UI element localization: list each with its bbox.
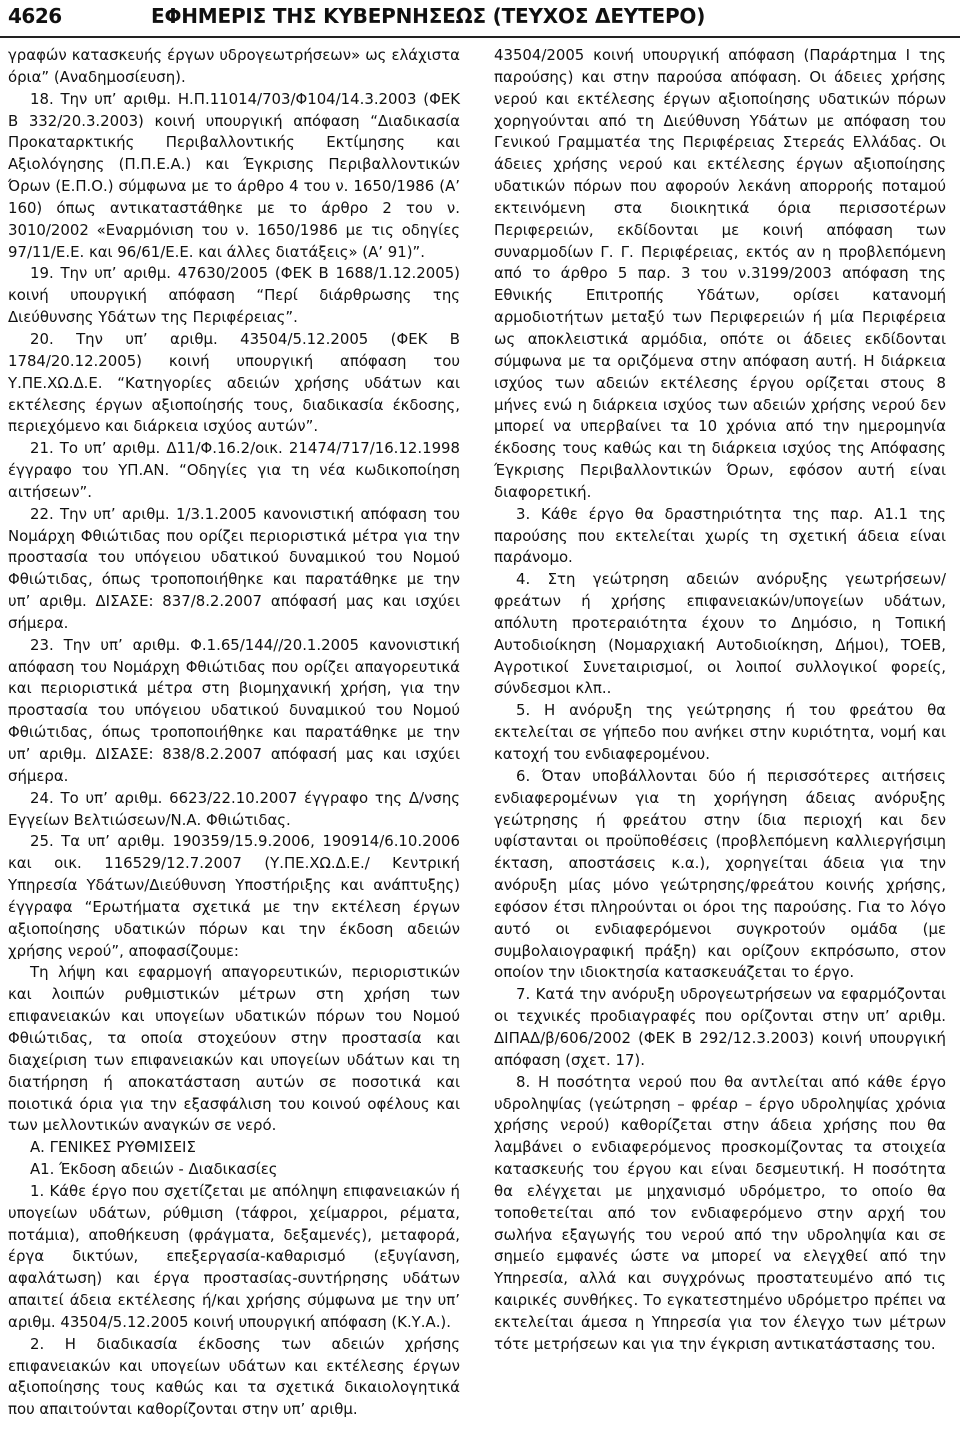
paragraph: 8. Η ποσότητα νερού που θα αντλείται από κάθε έργο υδροληψίας (γεώτρηση – φρέαρ – έργο υδροληψίας χρόνια χρήσης νερού) καθορίζεται στην άδεια χρήσης που θα λαμβάνει ο ενδιαφερόμενος προσκομίζοντας τα στοιχεία κατασκευής του έργου και είναι δεσμευτική. Η ποσότητα θα ελέγχεται με μηχανισμό υδρόμετρο, το οποίο θα τοποθετείται από τον ενδιαφερόμενο στην αρχή του σωλήνα εξαγωγής του νερού από την υδροληψία και σε σημείο εμφανές ώστε να μπορεί να ελεγχθεί από την Υπηρεσία, αλλά και συγχρόνως προστατευμένο από τις καιρικές συνθήκες. Το εγκατεστημένο υδρόμετρο πρέπει να εκτελείται άμεσα η Υπηρεσία για τον έλεγχο των μέτρων τότε μετρήσεων και για την έγκριση αντικατάστασης του. — [494, 1072, 946, 1353]
right-column — [494, 45, 946, 1356]
subsection-heading: Α1. Έκδοση αδειών - Διαδικασίες — [30, 1160, 278, 1179]
paragraph: 43504/2005 κοινή υπουργική απόφαση (Παράρτημα Ι της παρούσης) και στην παρούσα απόφαση. Οι άδειες χρήσης νερού και εκτέλεσης έργων αξιοποίησης υδατικών πόρων χορηγούνται από τη Διεύθυνση Υδάτων με απόφαση του Γενικού Γραμματέα της Περιφέρειας Στερεάς Ελλάδας. Οι άδειες χρήσης νερού και εκτέλεσης έργων αξιοποίησης υδατικών πόρων που αφορούν λεκάνη απορροής ποταμού εκτεινόμενη στα διοικητικά όρια περισσοτέρων Περιφερειών, εκδίδονται με κοινή απόφαση των συναρμοδίων Γ. Γ. Περιφέρειας, εκτός αν η προβλεπόμενη από το άρθρο 5 παρ. 3 του ν.3199/2003 απόφαση της Εθνικής Επιτροπής Υδάτων, ορίσει κατανομή αρμοδιοτήτων μεταξύ των Περιφερειών ή μία Περιφέρεια ως αποκλειστικά αρμόδια, οπότε οι άδειες εκδίδονται σύμφωνα με τα οριζόμενα στην απόφαση αυτή. Η διάρκεια ισχύος των αδειών εκτέλεσης έργου ορίζεται στους 8 μήνες ενώ η διάρκεια ισχύος των αδειών χρήσης νερού δεν μπορεί να υπερβαίνει τα 10 χρόνια από την ημερομηνία έκδοσης τους καθώς και τη διάρκεια ισχύος της Απόφασης Έγκρισης Περιβαλλοντικών Όρων, εφόσον αυτή είναι διαφορετική. — [494, 46, 946, 501]
paragraph: 18. Την υπ’ αριθμ. Η.Π.11014/703/Φ104/14.3.2003 (ΦΕΚ Β 332/20.3.2003) κοινή υπουργική απόφαση “Διαδικασία Προκαταρκτικής Περιβαλλοντικής Εκτίμησης και Αξιολόγησης (Π.Π.Ε.Α.) και Έγκρισης Περιβαλλοντικών Όρων (Ε.Π.Ο.) σύμφωνα με το άρθρο 4 του ν. 1650/1986 (Α’ 160) όπως αντικαταστάθηκε με το άρθρο 2 του ν. 3010/2002 «Εναρμόνιση του ν. 1650/1986 με τις οδηγίες 97/11/Ε.Ε. και 96/61/Ε.Ε. και άλλες διατάξεις» (Α’ 91)”. — [8, 89, 460, 261]
paragraph: Τη λήψη και εφαρμογή απαγορευτικών, περιοριστικών και λοιπών ρυθμιστικών μέτρων στη χρήση των επιφανειακών και υπογείων υδατικών πόρων του Νομού Φθιώτιδας, τα οποία στοχεύουν στην προστασία και διαχείριση των επιφανειακών και υπογείων υδάτων και τη διατήρηση ή αποκατάσταση αυτών σε ποσοτικά και ποιοτικά όρια για την εξασφάλιση του κοινού οφέλους και των μελλοντικών αναγκών σε νερό. — [8, 963, 460, 1135]
paragraph: γραφών κατασκευής έργων υδρογεωτρήσεων» ως ελάχιστα όρια” (Αναδημοσίευση). — [8, 46, 460, 86]
paragraph: 19. Την υπ’ αριθμ. 47630/2005 (ΦΕΚ Β 1688/1.12.2005) κοινή υπουργική απόφαση “Περί διάρθρωσης της Διεύθυνσης Υδάτων της Περιφέρειας”. — [8, 264, 460, 327]
paragraph: 1. Κάθε έργο που σχετίζεται με απόληψη επιφανειακών ή υπογείων υδάτων, ρύθμιση (τάφροι, χείμαρροι, ρέματα, ποτάμια), αποθήκευση (φράγματα, δεξαμενές), μεταφορά, έργα δικτύων, επεξεργασία-καθαρισμό (εξυγίανση, αφαλάτωση) και έργα προστασίας-συντήρησης υδάτων απαιτεί άδεια εκτέλεσης ή/και χρήσης σύμφωνα με την υπ’ αριθμ. 43504/5.12.2005 κοινή υπουργική απόφαση (Κ.Υ.Α.). — [8, 1181, 460, 1331]
paragraph: 25. Τα υπ’ αριθμ. 190359/15.9.2006, 190914/6.10.2006 και οικ. 116529/12.7.2007 (Υ.ΠΕ.ΧΩ.Δ.Ε./ Κεντρική Υπηρεσία Υδάτων/Διεύθυνση Υποστήριξης και ανάπτυξης) έγγραφα “Ερωτήματα σχετικά με την εκτέλεση έργων αξιοποίησης υδατικών πόρων και την έκδοση αδειών χρήσης νερού”, αποφασίζουμε: — [8, 832, 460, 960]
running-title: ΕΦΗΜΕΡΙΣ ΤΗΣ ΚΥΒΕΡΝΗΣΕΩΣ (ΤΕΥΧΟΣ ΔΕΥΤΕΡΟ) — [151, 4, 706, 28]
paragraph: 23. Την υπ’ αριθμ. Φ.1.65/144//20.1.2005 κανονιστική απόφαση του Νομάρχη Φθιώτιδας που ορίζει απαγορευτικά και περιοριστικά μέτρα στη βιομηχανική χρήση, για την προστασία του υπόγειου υδατικού δυναμικού του Νομού Φθιώτιδας, όπως τροποποιήθηκε και παρατάθηκε με την υπ’ αριθμ. ΔΙΣΑΣΕ: 838/8.2.2007 απόφασή μας και ισχύει σήμερα. — [8, 635, 460, 785]
paragraph: 20. Την υπ’ αριθμ. 43504/5.12.2005 (ΦΕΚ Β 1784/20.12.2005) κοινή υπουργική απόφαση του Υ.ΠΕ.ΧΩ.Δ.Ε. “Κατηγορίες αδειών χρήσης υδάτων και εκτέλεσης έργων αξιοποίησής τους, διαδικασία έκδοσης, περιεχόμενο και διάρκεια ισχύος αυτών”. — [8, 329, 460, 436]
header-rule — [0, 36, 960, 38]
paragraph: 5. Η ανόρυξη της γεώτρησης ή του φρεάτου θα εκτελείται σε γήπεδο που ανήκει στην κυριότητα, νομή και κατοχή του ενδιαφερομένου. — [494, 701, 946, 763]
page-header — [0, 2, 960, 42]
paragraph: 4. Στη γεώτρηση αδειών ανόρυξης γεωτρήσεων/φρεάτων ή χρήσης επιφανειακών/υπογείων υδάτων, απόλυτη προτεραιότητα έχουν το Δημόσιο, η Τοπική Αυτοδιοίκηση (Νομαρχιακή Αυτοδιοίκηση, Δήμοι), ΤΟΕΒ, Αγροτικοί Συνεταιρισμοί, οι λοιποί συλλογικοί φορείς, σύνδεσμοι κλπ.. — [494, 570, 946, 698]
page-number: 4626 — [8, 4, 62, 28]
paragraph: 3. Κάθε έργο θα δραστηριότητα της παρ. Α1.1 της παρούσης που εκτελείται χωρίς τη σχετική άδεια είναι παράνομο. — [494, 504, 946, 567]
paragraph: 21. Το υπ’ αριθμ. Δ11/Φ.16.2/οικ. 21474/717/16.12.1998 έγγραφο του ΥΠ.ΑΝ. “Οδηγίες για τη νέα κωδικοποίηση αιτήσεων”. — [8, 439, 460, 501]
paragraph: 24. Το υπ’ αριθμ. 6623/22.10.2007 έγγραφο της Δ/νσης Εγγείων Βελτιώσεων/Ν.Α. Φθιώτιδας. — [8, 788, 460, 829]
paragraph: 2. Η διαδικασία έκδοσης των αδειών χρήσης επιφανειακών και υπογείων υδάτων και εκτέλεσης έργων αξιοποίησης τους καθώς και τα σχετικά δικαιολογητικά που απαιτούνται καθορίζονται στην υπ’ αριθμ. — [8, 1334, 460, 1419]
paragraph: 7. Κατά την ανόρυξη υδρογεωτρήσεων να εφαρμόζονται οι τεχνικές προδιαγραφές που ορίζονται στην υπ’ αριθμ. ΔΙΠΑΔ/β/606/2002 (ΦΕΚ Β 292/12.3.2003) κοινή υπουργική απόφαση (σχετ. 17). — [494, 985, 946, 1069]
left-column — [8, 45, 460, 1421]
section-heading: Α. ΓΕΝΙΚΕΣ ΡΥΘΜΙΣΕΙΣ — [30, 1138, 196, 1157]
paragraph: 22. Την υπ’ αριθμ. 1/3.1.2005 κανονιστική απόφαση του Νομάρχη Φθιώτιδας που ορίζει περιοριστικά μέτρα για την προστασία του υπόγειου υδατικού δυναμικού του Νομού Φθιώτιδας, όπως τροποποιήθηκε και παρατάθηκε με την υπ’ αριθμ. ΔΙΣΑΣΕ: 837/8.2.2007 απόφασή μας και ισχύει σήμερα. — [8, 504, 460, 632]
paragraph: 6. Όταν υποβάλλονται δύο ή περισσότερες αιτήσεις ενδιαφερομένων για τη χορήγηση άδειας ανόρυξης γεώτρησης ή φρεάτου στην ίδια περιοχή και δεν υφίστανται οι προϋποθέσεις (προβλεπόμενη καλλιεργήσιμη έκταση, αποστάσεις κ.α.), χορηγείται άδεια για την ανόρυξη μίας μόνο γεώτρησης/φρεάτου κοινής χρήσης, εφόσον έτσι πληρούνται οι όροι της παρούσης. Για το λόγο αυτό οι ενδιαφερόμενοι συγκροτούν ομάδα (με συμβολαιογραφική πράξη) και ορίζουν εκπρόσωπο, στον οποίον την ιδιοκτησία κατασκευάζεται το έργο. — [494, 766, 946, 982]
